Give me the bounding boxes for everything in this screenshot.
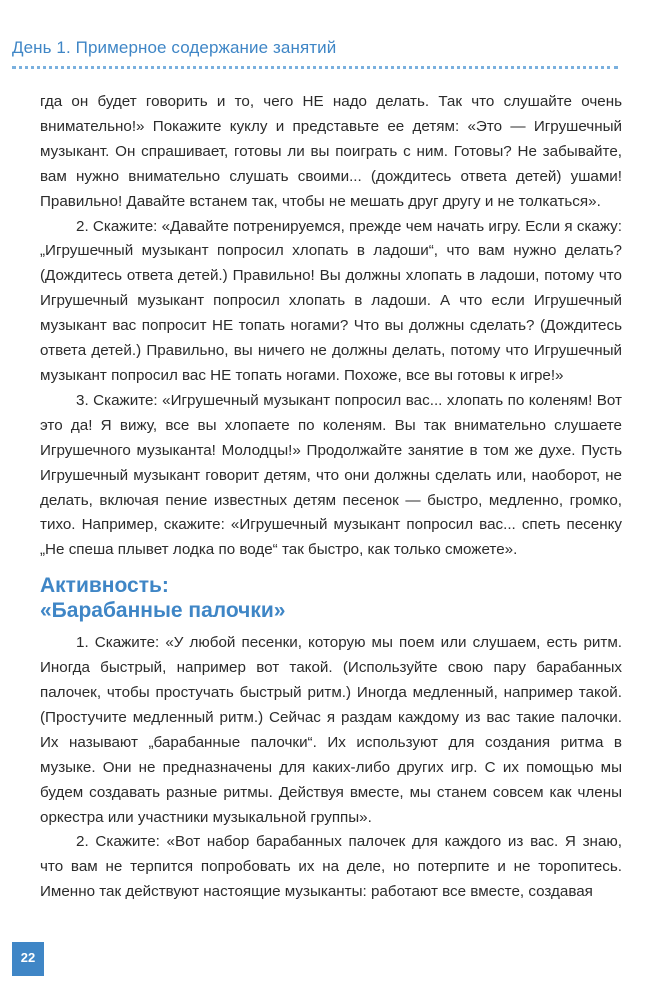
section-heading-line-1: Активность: [40, 574, 169, 598]
paragraph-step-2: 2. Скажите: «Давайте потренируемся, прежде чем начать игру. Если я скажу: „Игрушечный музыкант попросил хлопать в ладоши“, что вам нужно делать? (Дождитесь ответа детей.) Правильно! Вы должны хлопать в ладоши, потому что Игрушечный музыкант попросил хлопать в ладоши. А что если Игрушечный музыкант вас попросит НЕ топать ногами? Что вы должны сделать? (Дождитесь ответа детей.) Правильно, вы ничего не должны делать, потому что Игрушечный музыкант попросил вас НЕ топать ногами. Похоже, все вы готовы к игре!» [40, 217, 622, 384]
page-body [40, 90, 622, 905]
section-heading [40, 573, 622, 623]
paragraph-activity-step-2: 2. Скажите: «Вот набор барабанных палочек для каждого из вас. Я знаю, что вам не терпится попробовать их на деле, но потерпите и не торопитесь. Именно так действуют настоящие музыканты: работают все вместе, создавая [40, 833, 622, 901]
paragraph-continuation: гда он будет говорить и то, чего НЕ надо делать. Так что слушайте очень внимательно!» Покажите куклу и представьте ее детям: «Это — Игрушечный музыкант. Он спрашивает, готовы ли вы поиграть с ним. Готовы? Не забывайте, вам нужно внимательно слушать своими... (дождитесь ответа детей) ушами! Правильно! Давайте встанем так, чтобы не мешать друг другу и не толкаться». [40, 93, 622, 210]
paragraph-activity-step-1: 1. Скажите: «У любой песенки, которую мы поем или слушаем, есть ритм. Иногда быстрый, например вот такой. (Используйте свою пару барабанных палочек, чтобы простучать быстрый ритм.) Иногда медленный, например такой. (Простучите медленный ритм.) Сейчас я раздам каждому из вас такие палочки. Их называют „барабанные палочки“. Их используют для создания ритма в музыке. Они не предназначены для каких-либо других игр. С их помощью мы будем создавать разные ритмы. Действуя вместе, мы станем совсем как члены оркестра или участники музыкальной группы». [40, 634, 622, 826]
header-dotted-divider [12, 66, 618, 69]
running-header: День 1. Примерное содержание занятий [12, 38, 337, 57]
page-number: 22 [20, 950, 36, 965]
section-heading-line-2: «Барабанные палочки» [40, 599, 286, 623]
page-number-tab [12, 942, 44, 976]
paragraph-step-3: 3. Скажите: «Игрушечный музыкант попросил вас... хлопать по коленям! Вот это да! Я вижу, все вы хлопаете по коленям. Вы так внимательно слушаете Игрушечного музыканта! Молодцы!» Продолжайте занятие в том же духе. Пусть Игрушечный музыкант говорит детям, что они должны сделать или, наоборот, не делать, включая пение известных детям песенок — быстро, медленно, громко, тихо. Например, скажите: «Игрушечный музыкант попросил вас... спеть песенку „Не спеша плывет лодка по воде“ так быстро, как только сможете». [40, 391, 622, 559]
